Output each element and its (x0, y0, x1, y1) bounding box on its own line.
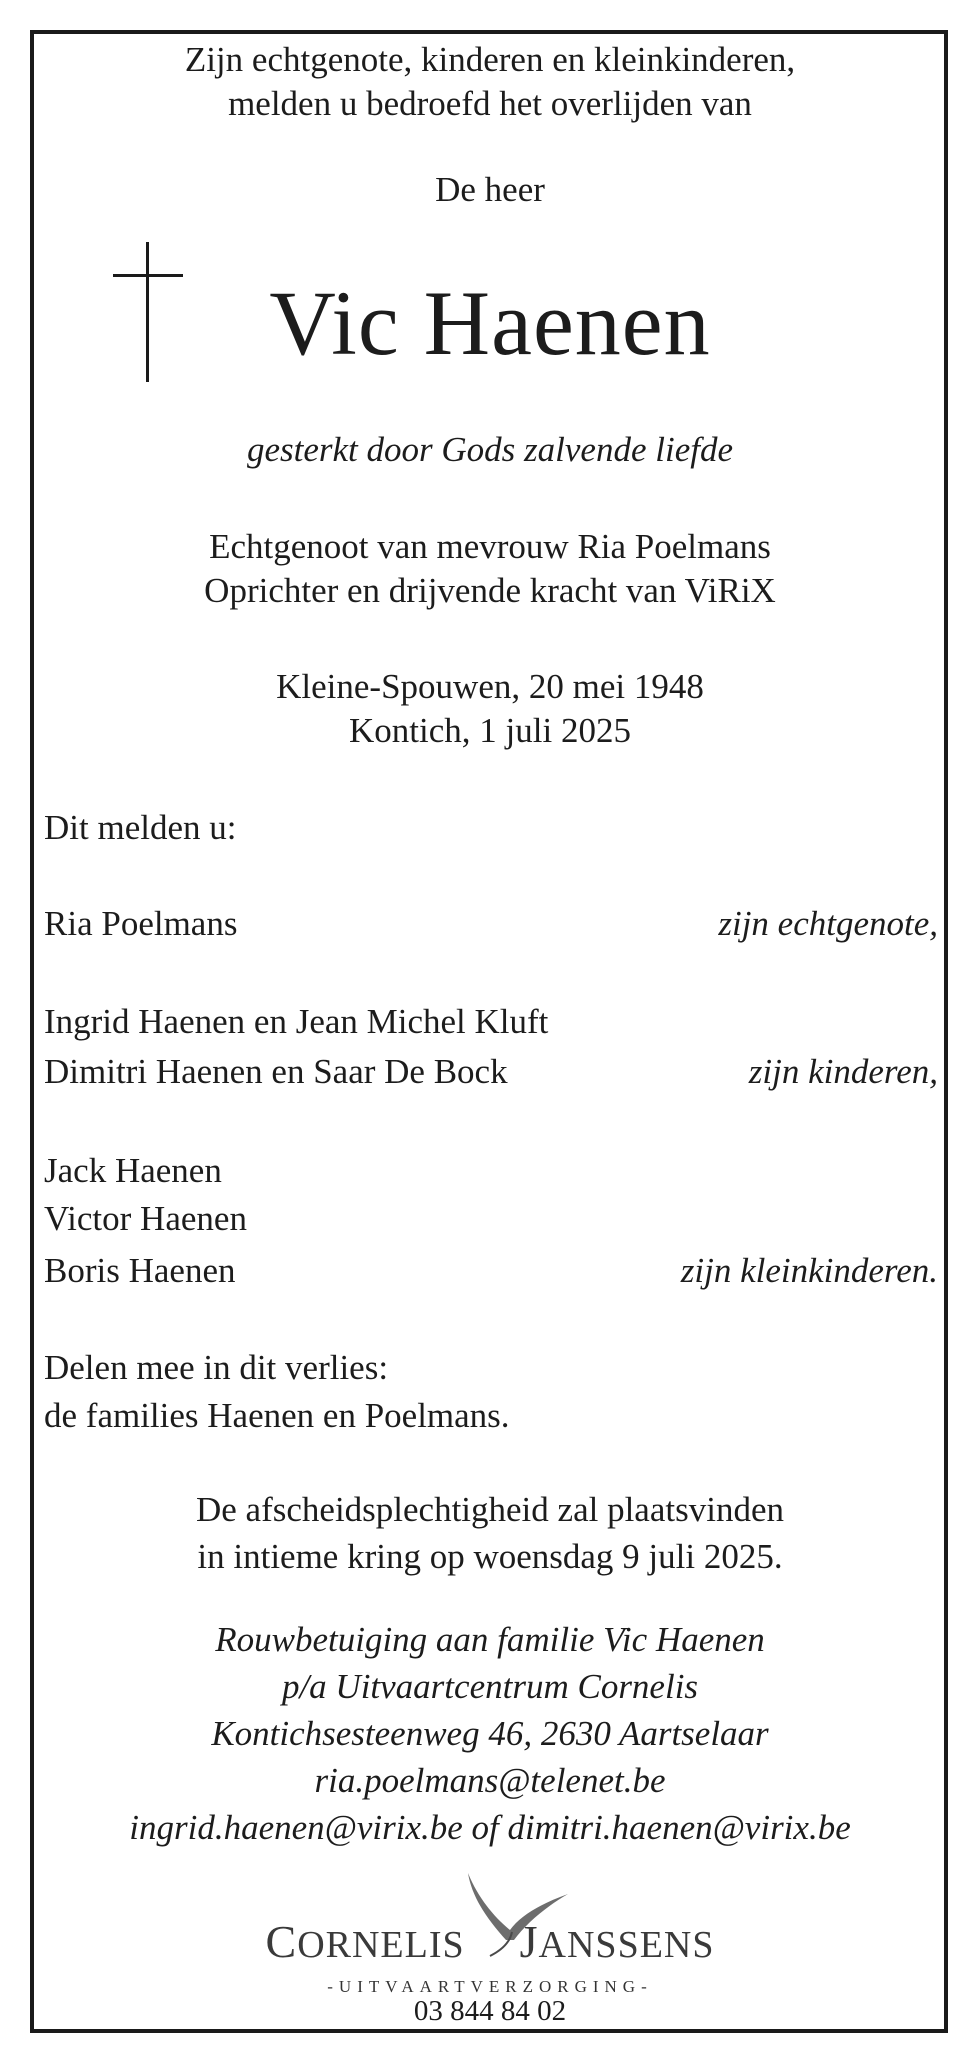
grandchild-1: Jack Haenen (44, 1151, 222, 1190)
sharing-line-2: de families Haenen en Poelmans. (44, 1396, 510, 1435)
role-line-2: Oprichter en drijvende kracht van ViRiX (204, 571, 776, 610)
condolence-line-1: Rouwbetuiging aan familie Vic Haenen (215, 1620, 765, 1659)
condolence-line-2: p/a Uitvaartcentrum Cornelis (281, 1667, 699, 1706)
role-line-1: Echtgenoot van mevrouw Ria Poelmans (209, 527, 771, 566)
grandchildren-relation: zijn kleinkinderen. (680, 1251, 938, 1290)
death-date: Kontich, 1 juli 2025 (349, 711, 631, 750)
announcers-heading: Dit melden u: (44, 808, 237, 847)
condolence-email-1[interactable]: ria.poelmans@telenet.be (314, 1761, 666, 1800)
intro-line-2: melden u bedroefd het overlijden van (228, 84, 752, 123)
condolence-email-line[interactable]: ingrid.haenen@virix.be of dimitri.haenen@virix.be (129, 1808, 851, 1847)
grandchild-2: Victor Haenen (44, 1199, 247, 1238)
salutation: De heer (435, 170, 545, 209)
birth-date: Kleine-Spouwen, 20 mei 1948 (276, 667, 704, 706)
ceremony-line-1: De afscheidsplechtigheid zal plaatsvinden (196, 1490, 784, 1529)
ceremony-line-2: in intieme kring op woensdag 9 juli 2025. (197, 1537, 783, 1576)
logo-initial-c: C (265, 1916, 298, 1967)
logo-word-2: ANSSENS (538, 1924, 715, 1966)
funeral-home-logo (40, 1915, 940, 1968)
logo-subtitle: -UITVAARTVERZORGING- (327, 1977, 653, 1996)
children-relation: zijn kinderen, (748, 1052, 938, 1091)
sharing-line-1: Delen mee in dit verlies: (44, 1348, 389, 1387)
child-2: Dimitri Haenen en Saar De Bock (44, 1052, 508, 1091)
funeral-home-phone[interactable]: 03 844 84 02 (413, 1995, 567, 2027)
child-1: Ingrid Haenen en Jean Michel Kluft (44, 1002, 549, 1041)
logo-initial-j: J (519, 1916, 539, 1967)
spouse-name: Ria Poelmans (44, 904, 238, 943)
deceased-name: Vic Haenen (269, 272, 711, 374)
grandchild-3: Boris Haenen (44, 1251, 236, 1290)
condolence-address: Kontichsesteenweg 46, 2630 Aartselaar (211, 1714, 769, 1753)
intro-line-1: Zijn echtgenote, kinderen en kleinkinderen, (184, 40, 796, 79)
faith-line: gesterkt door Gods zalvende liefde (246, 430, 733, 469)
logo-word-1: ORNELIS (297, 1924, 465, 1966)
spouse-relation: zijn echtgenote, (718, 904, 938, 943)
